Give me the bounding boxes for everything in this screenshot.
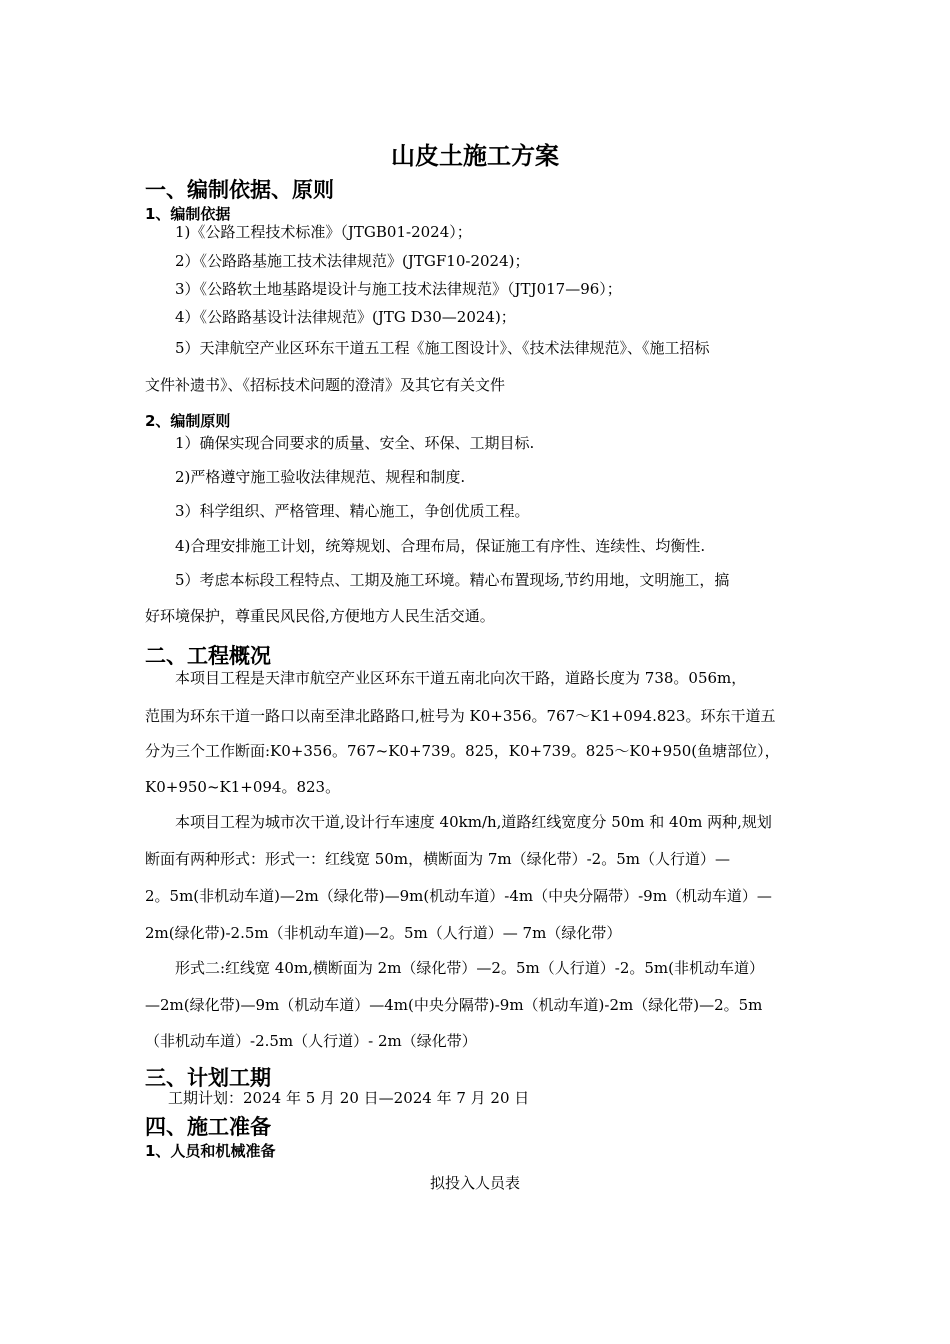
overview-paragraph-line: 本项目工程是天津市航空产业区环东干道五南北向次干路，道路长度为 738。056m， <box>175 669 747 687</box>
overview-paragraph-line: 断面有两种形式：形式一：红线宽 50m，横断面为 7m（绿化带）-2。5m（人行道）— <box>145 850 730 868</box>
principle-item: 5）考虑本标段工程特点、工期及施工环境。精心布置现场,节约用地，文明施工，搞 <box>175 571 730 589</box>
overview-paragraph-line: 本项目工程为城市次干道,设计行车速度 40km/h,道路红线宽度分 50m 和 40m 两种,规划 <box>175 813 772 831</box>
overview-paragraph-line: 形式二:红线宽 40m,横断面为 2m（绿化带）—2。5m（人行道）-2。5m(非机动车道） <box>175 959 764 977</box>
principle-item-continuation: 好环境保护，尊重民风民俗,方便地方人民生活交通。 <box>145 607 495 625</box>
basis-item: 3）《公路软土地基路堤设计与施工技术法律规范》（JTJ017—96）； <box>175 280 622 298</box>
overview-paragraph-line: 分为三个工作断面:K0+356。767~K0+739。825，K0+739。825～K0+950(鱼塘部位）， <box>145 742 780 760</box>
basis-item: 4）《公路路基设计法律规范》(JTG D30—2024)； <box>175 308 516 326</box>
principle-item: 2)严格遵守施工验收法律规范、规程和制度. <box>175 468 466 486</box>
section-heading-basis-principles: 一、编制依据、原则 <box>145 178 334 202</box>
subheading-principles: 2、编制原则 <box>145 412 231 430</box>
subheading-personnel-machinery: 1、人员和机械准备 <box>145 1142 276 1160</box>
basis-item: 5）天津航空产业区环东干道五工程《施工图设计》、《技术法律规范》、《施工招标 <box>175 339 710 357</box>
section-heading-preparation: 四、施工准备 <box>145 1115 271 1139</box>
principle-item: 3）科学组织、严格管理、精心施工，争创优质工程。 <box>175 502 530 520</box>
basis-item-continuation: 文件补遗书》、《招标技术问题的澄清》及其它有关文件 <box>145 376 506 394</box>
document-title: 山皮土施工方案 <box>391 142 559 170</box>
subheading-basis: 1、编制依据 <box>145 205 231 223</box>
principle-item: 4)合理安排施工计划，统筹规划、合理布局，保证施工有序性、连续性、均衡性. <box>175 537 706 555</box>
table-caption: 拟投入人员表 <box>429 1174 520 1192</box>
overview-paragraph-line: 范围为环东干道一路口以南至津北路路口,桩号为 K0+356。767～K1+094.823。环东干道五 <box>145 707 776 725</box>
overview-paragraph-line: （非机动车道）-2.5m（人行道）- 2m（绿化带） <box>145 1032 477 1050</box>
overview-paragraph-line: K0+950~K1+094。823。 <box>145 778 341 796</box>
section-heading-overview: 二、工程概况 <box>145 644 271 668</box>
basis-item: 1)《公路工程技术标准》（JTGB01-2024）； <box>175 223 472 241</box>
overview-paragraph-line: 2m(绿化带)-2.5m（非机动车道)—2。5m（人行道）— 7m（绿化带） <box>145 924 622 942</box>
section-heading-schedule: 三、计划工期 <box>145 1066 271 1090</box>
basis-item: 2）《公路路基施工技术法律规范》(JTGF10-2024)； <box>175 252 530 270</box>
principle-item: 1）确保实现合同要求的质量、安全、环保、工期目标. <box>175 434 535 452</box>
overview-paragraph-line: —2m(绿化带)—9m（机动车道）—4m(中央分隔带)-9m（机动车道)-2m（绿化带)—2。5m <box>145 996 763 1014</box>
overview-paragraph-line: 2。5m(非机动车道)—2m（绿化带)—9m(机动车道）-4m（中央分隔带）-9m（机动车道）— <box>145 887 772 905</box>
schedule-text: 工期计划：2024 年 5 月 20 日—2024 年 7 月 20 日 <box>168 1089 530 1107</box>
